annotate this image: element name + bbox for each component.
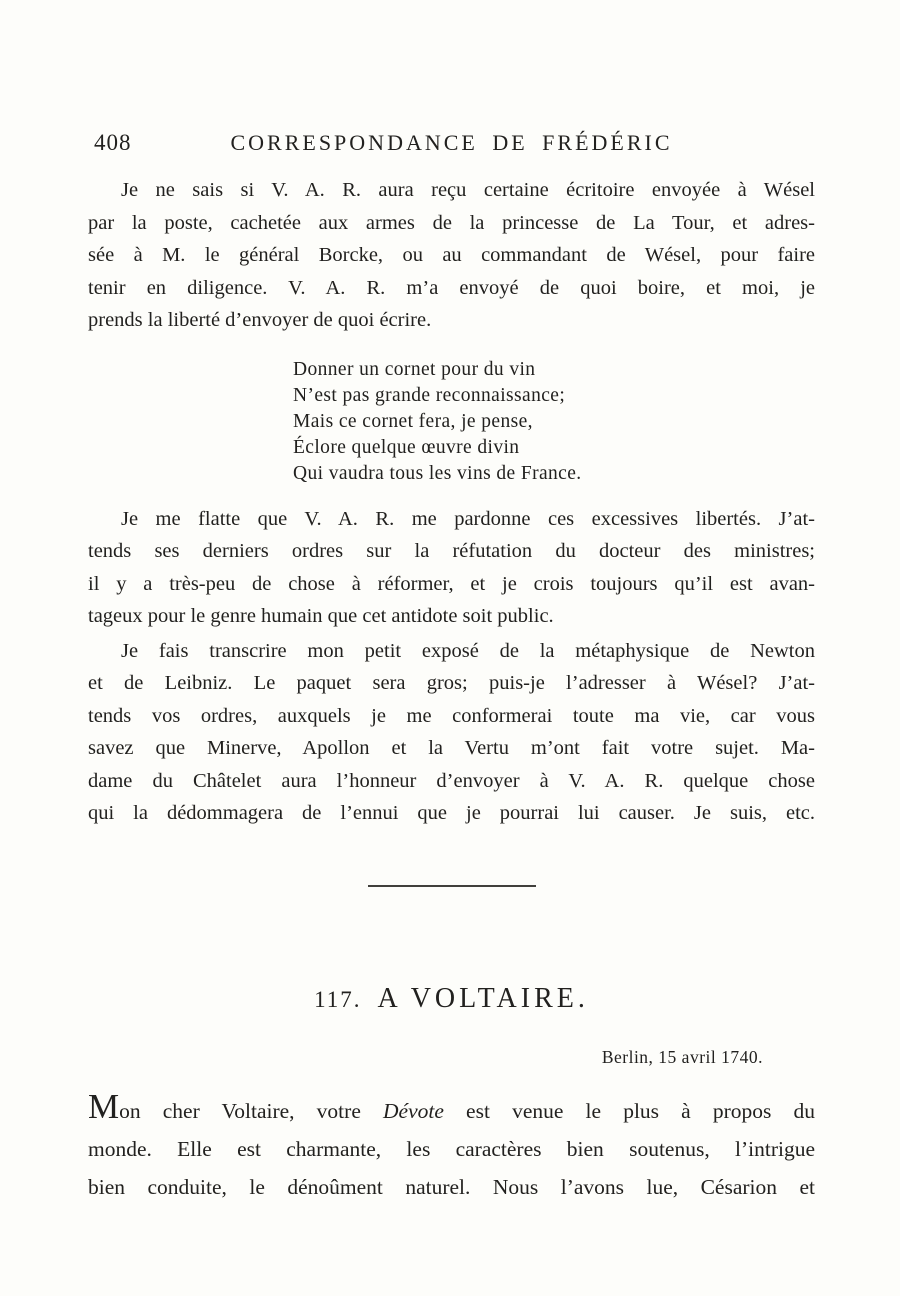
verse-line: N’est pas grande reconnaissance; (293, 384, 566, 406)
text-line: monde. Elle est charmante, les caractères bien soutenus, l’intrigue (88, 1136, 815, 1161)
verse-line: Donner un cornet pour du vin (293, 358, 536, 380)
text-line: qui la dédommagera de l’ennui que je pourrai lui causer. Je suis, etc. (88, 802, 815, 824)
running-title: CORRESPONDANCE DE FRÉDÉRIC (230, 130, 673, 155)
verse-block (88, 357, 815, 487)
text-line: par la poste, cachetée aux armes de la princesse de La Tour, et adres- (88, 211, 815, 234)
italic-title: Dévote (383, 1098, 444, 1123)
section-heading (88, 982, 815, 1020)
text-line: bien conduite, le dénoûment naturel. Nous l’avons lue, Césarion et (88, 1174, 815, 1199)
page-number: 408 (94, 130, 132, 155)
text-line: Je me flatte que V. A. R. me pardonne ces excessives libertés. J’at- (121, 507, 815, 530)
verse-line: Mais ce cornet fera, je pense, (293, 410, 533, 432)
section-divider (368, 885, 536, 887)
text-line: dame du Châtelet aura l’honneur d’envoyer à V. A. R. quelque chose (88, 769, 815, 792)
text-line: prends la liberté d’envoyer de quoi écrire. (88, 309, 432, 331)
text-run: est venue le plus à propos du (466, 1098, 816, 1123)
verse-line: Éclore quelque œuvre divin (293, 436, 520, 458)
text-line: Je fais transcrire mon petit exposé de la métaphysique de Newton (121, 639, 815, 662)
text-line: tageux pour le genre humain que cet antidote soit public. (88, 605, 554, 627)
text-line: il y a très-peu de chose à réformer, et je crois toujours qu’il est avan- (88, 572, 815, 595)
text-line: tends ses derniers ordres sur la réfutation du docteur des ministres; (88, 540, 815, 562)
verse-line: Qui vaudra tous les vins de France. (293, 462, 582, 484)
text-line: savez que Minerve, Apollon et la Vertu m’ont fait votre sujet. Ma- (88, 737, 815, 759)
text-line: et de Leibniz. Le paquet sera gros; puis-je l’adresser à Wésel? J’at- (88, 672, 815, 694)
dateline: Berlin, 15 avril 1740. (601, 1046, 763, 1067)
drop-cap-initial: M (88, 1086, 120, 1126)
section-number: 117. (314, 986, 362, 1012)
text-run: on cher Voltaire, votre (119, 1098, 361, 1123)
text-line: tenir en diligence. V. A. R. m’a envoyé de quoi boire, et moi, je (88, 276, 815, 299)
text-line (88, 1086, 816, 1130)
section-title: A VOLTAIRE. (377, 982, 589, 1014)
running-head (88, 130, 815, 156)
text-line: tends vos ordres, auxquels je me conformerai toute ma vie, car vous (88, 704, 815, 727)
paragraph-4 (88, 1086, 816, 1206)
text-line: sée à M. le général Borcke, ou au commandant de Wésel, pour faire (88, 244, 815, 266)
paragraph-3 (88, 635, 815, 830)
paragraph-2 (88, 503, 815, 633)
paragraph-1 (88, 174, 815, 337)
text-line: Je ne sais si V. A. R. aura reçu certaine écritoire envoyée à Wésel (121, 179, 815, 201)
